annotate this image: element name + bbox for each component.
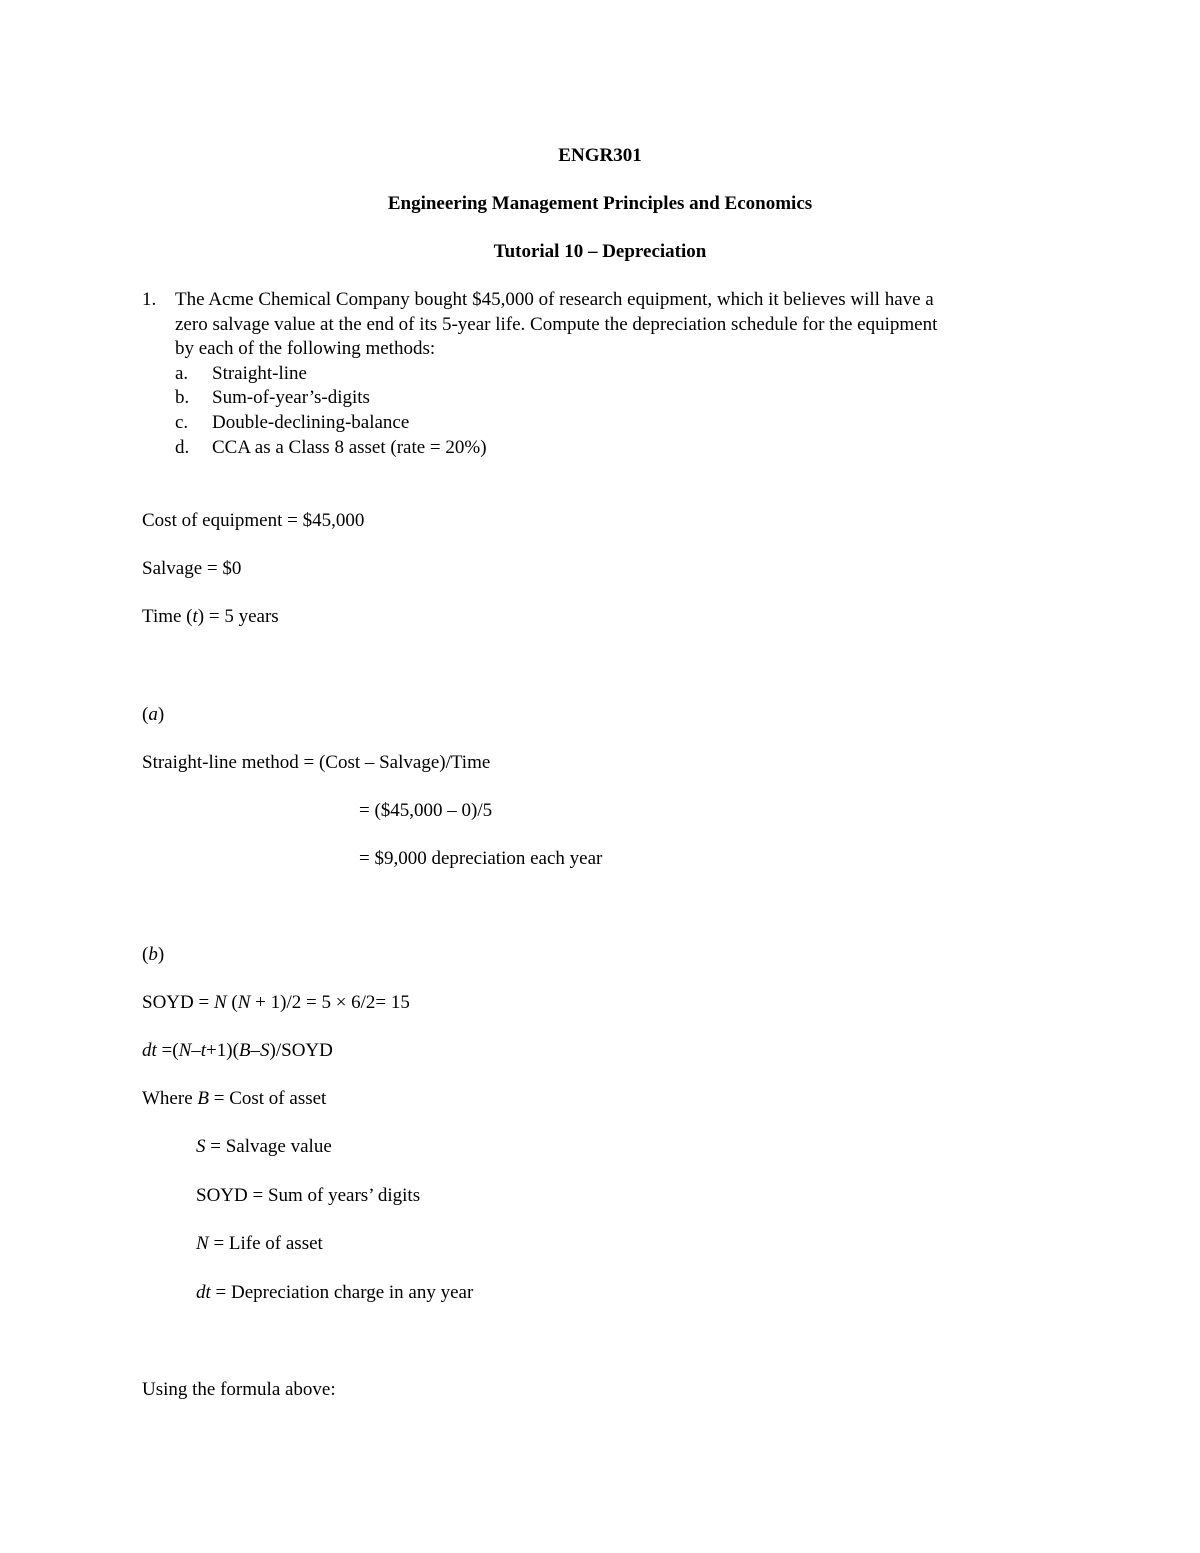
paren-close: ): [157, 944, 165, 965]
given-time-suffix: ) = 5 years: [197, 606, 279, 627]
given-time: [142, 605, 279, 629]
part-a-label: a: [148, 704, 158, 725]
soyd-text: SOYD =: [142, 992, 214, 1013]
method-item: [175, 436, 487, 460]
course-title: Engineering Management Principles and Economics: [387, 193, 813, 214]
var-s: S: [260, 1040, 270, 1061]
dt-text: )/SOYD: [269, 1040, 333, 1061]
definition-line: [196, 1232, 323, 1256]
def-var: N: [196, 1233, 209, 1254]
var-n: N: [213, 992, 227, 1013]
method-item: [175, 411, 409, 435]
definition-line: [196, 1281, 473, 1305]
method-item: [175, 362, 307, 386]
method-letter: b.: [175, 387, 190, 408]
var-b: B: [238, 1040, 251, 1061]
method-letter: a.: [175, 363, 189, 384]
def-var: S: [196, 1136, 206, 1157]
time-variable: t: [192, 606, 198, 627]
def-var: dt: [196, 1282, 211, 1303]
paren-open: (: [142, 944, 149, 965]
def-text: = Life of asset: [208, 1233, 323, 1254]
var-t: t: [200, 1040, 207, 1061]
method-letter: c.: [175, 412, 189, 433]
method-text: CCA as a Class 8 asset (rate = 20%): [212, 437, 487, 458]
var-dt: dt: [142, 1040, 157, 1061]
soyd-formula: [142, 991, 410, 1015]
method-text: Double-declining-balance: [212, 412, 410, 433]
dt-text: =(: [156, 1040, 179, 1061]
def-text: SOYD = Sum of years’ digits: [196, 1185, 421, 1206]
dt-text: +1)(: [206, 1040, 239, 1061]
var-b: B: [197, 1088, 209, 1109]
def-text: = Depreciation charge in any year: [210, 1282, 474, 1303]
where-text: = Cost of asset: [209, 1088, 327, 1109]
part-b-label: b: [148, 944, 158, 965]
given-salvage: Salvage = $0: [142, 558, 242, 579]
soyd-text: + 1)/2 = 5 × 6/2= 15: [250, 992, 410, 1013]
method-text: Sum-of-year’s-digits: [212, 387, 370, 408]
part-a-line-3: = $9,000 depreciation each year: [359, 848, 603, 869]
definition-line: [196, 1184, 420, 1208]
where-line: [142, 1087, 326, 1111]
part-a-heading: [142, 703, 164, 727]
part-b-heading: [142, 943, 164, 967]
method-text: Straight-line: [212, 363, 307, 384]
course-code: ENGR301: [558, 145, 642, 166]
part-a-line-1: Straight-line method = (Cost – Salvage)/Time: [142, 752, 491, 773]
dt-text: –: [250, 1040, 261, 1061]
dt-text: –: [191, 1040, 201, 1061]
using-formula-line: Using the formula above:: [142, 1379, 336, 1400]
given-time-prefix: Time (: [142, 606, 193, 627]
problem-number: 1.: [142, 289, 157, 310]
var-n: N: [178, 1040, 192, 1061]
problem-line-2: zero salvage value at the end of its 5-year life. Compute the depreciation schedule for the equipment: [175, 314, 938, 335]
paren-close: ): [157, 704, 165, 725]
definition-line: [196, 1135, 332, 1159]
given-cost: Cost of equipment = $45,000: [142, 510, 365, 531]
tutorial-title: Tutorial 10 – Depreciation: [493, 241, 707, 262]
var-n: N: [237, 992, 251, 1013]
part-a-line-2: = ($45,000 – 0)/5: [359, 800, 493, 821]
where-text: Where: [142, 1088, 198, 1109]
soyd-text: (: [226, 992, 238, 1013]
problem-line-1: The Acme Chemical Company bought $45,000 of research equipment, which it believes will have a: [175, 289, 934, 310]
method-letter: d.: [175, 437, 190, 458]
paren-open: (: [142, 704, 149, 725]
method-item: [175, 386, 370, 410]
dt-formula: [142, 1039, 333, 1063]
problem-line-3: by each of the following methods:: [175, 338, 436, 359]
def-text: = Salvage value: [205, 1136, 332, 1157]
